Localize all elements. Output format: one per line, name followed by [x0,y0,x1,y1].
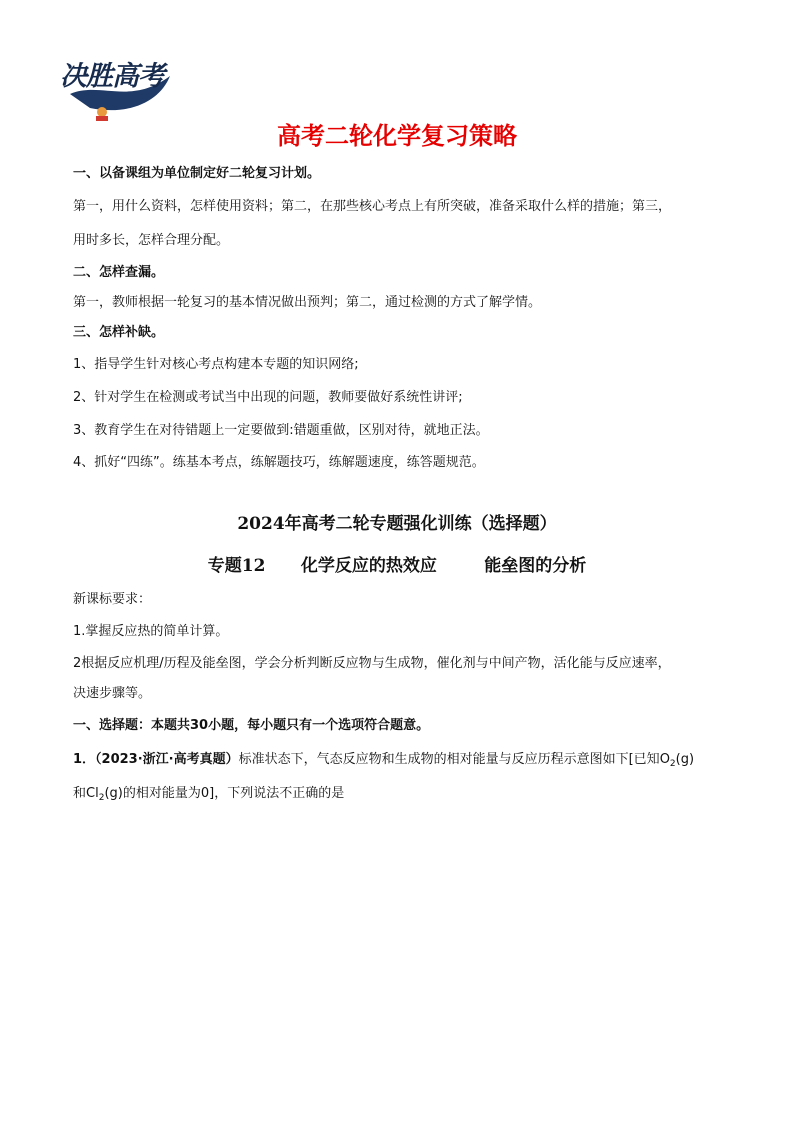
section2-paragraph: 第一，教师根据一轮复习的基本情况做出预判；第二，通过检测的方式了解学情。 [73,295,542,310]
section3-item-1: 1、指导学生针对核心考点构建本专题的知识网络; [73,357,359,372]
question-number: 1 [73,752,83,767]
section3-item-4: 4、抓好“四练”。练基本考点，练解题技巧，练解题速度，练答题规范。 [73,455,485,470]
formula-cl2: Cl [86,786,99,801]
question-text: 标准状态下，气态反应物和生成物的相对能量与反应历程示意图如下[已知 [238,752,660,767]
formula-o2-subscript: 2 [669,759,676,769]
training-title: 2024年高考二轮专题强化训练（选择题） [237,514,557,534]
question-1-line2 [73,786,344,806]
multiple-choice-heading: 一、选择题：本题共30小题，每小题只有一个选项符合题意。 [73,718,430,733]
section1-paragraph-line1: 第一，用什么资料，怎样使用资料；第二，在那些核心考点上有所突破，准备采取什么样的措施；第三， [73,199,672,214]
section3-item-2: 2、针对学生在检测或考试当中出现的问题，教师要做好系统性讲评; [73,390,463,405]
page-title: 高考二轮化学复习策略 [277,122,517,150]
formula-cl2-subscript: 2 [98,793,105,803]
section3-heading: 三、怎样补缺。 [73,325,165,340]
topic-title: 专题12 化学反应的热效应 能垒图的分析 [207,556,587,576]
question-source: ．（2023·浙江·高考真题） [82,752,239,767]
section2-heading: 二、怎样查漏。 [73,265,165,280]
formula-o2: O [659,752,670,767]
requirements-label: 新课标要求： [73,592,152,607]
requirement-2-line2: 决速步骤等。 [73,686,152,701]
requirement-1: 1.掌握反应热的简单计算。 [73,624,229,639]
section1-paragraph-line2: 用时多长，怎样合理分配。 [73,233,230,248]
logo-text: 决胜高考 [60,61,164,92]
requirement-2-line1: 2根据反应机理/历程及能垒图，学会分析判断反应物与生成物，催化剂与中间产物，活化能与反应速率， [73,656,671,671]
question-1-line1 [73,752,694,772]
logo [60,46,180,126]
question-line2-rest: (g)的相对能量为0]，下列说法不正确的是 [104,786,345,801]
question-line2-start: 和 [73,786,87,801]
section3-item-3: 3、教育学生在对待错题上一定要做到:错题重做，区别对待，就地正法。 [73,423,489,438]
section1-heading: 一、以备课组为单位制定好二轮复习计划。 [73,166,321,181]
formula-o2-state: (g) [675,752,695,767]
